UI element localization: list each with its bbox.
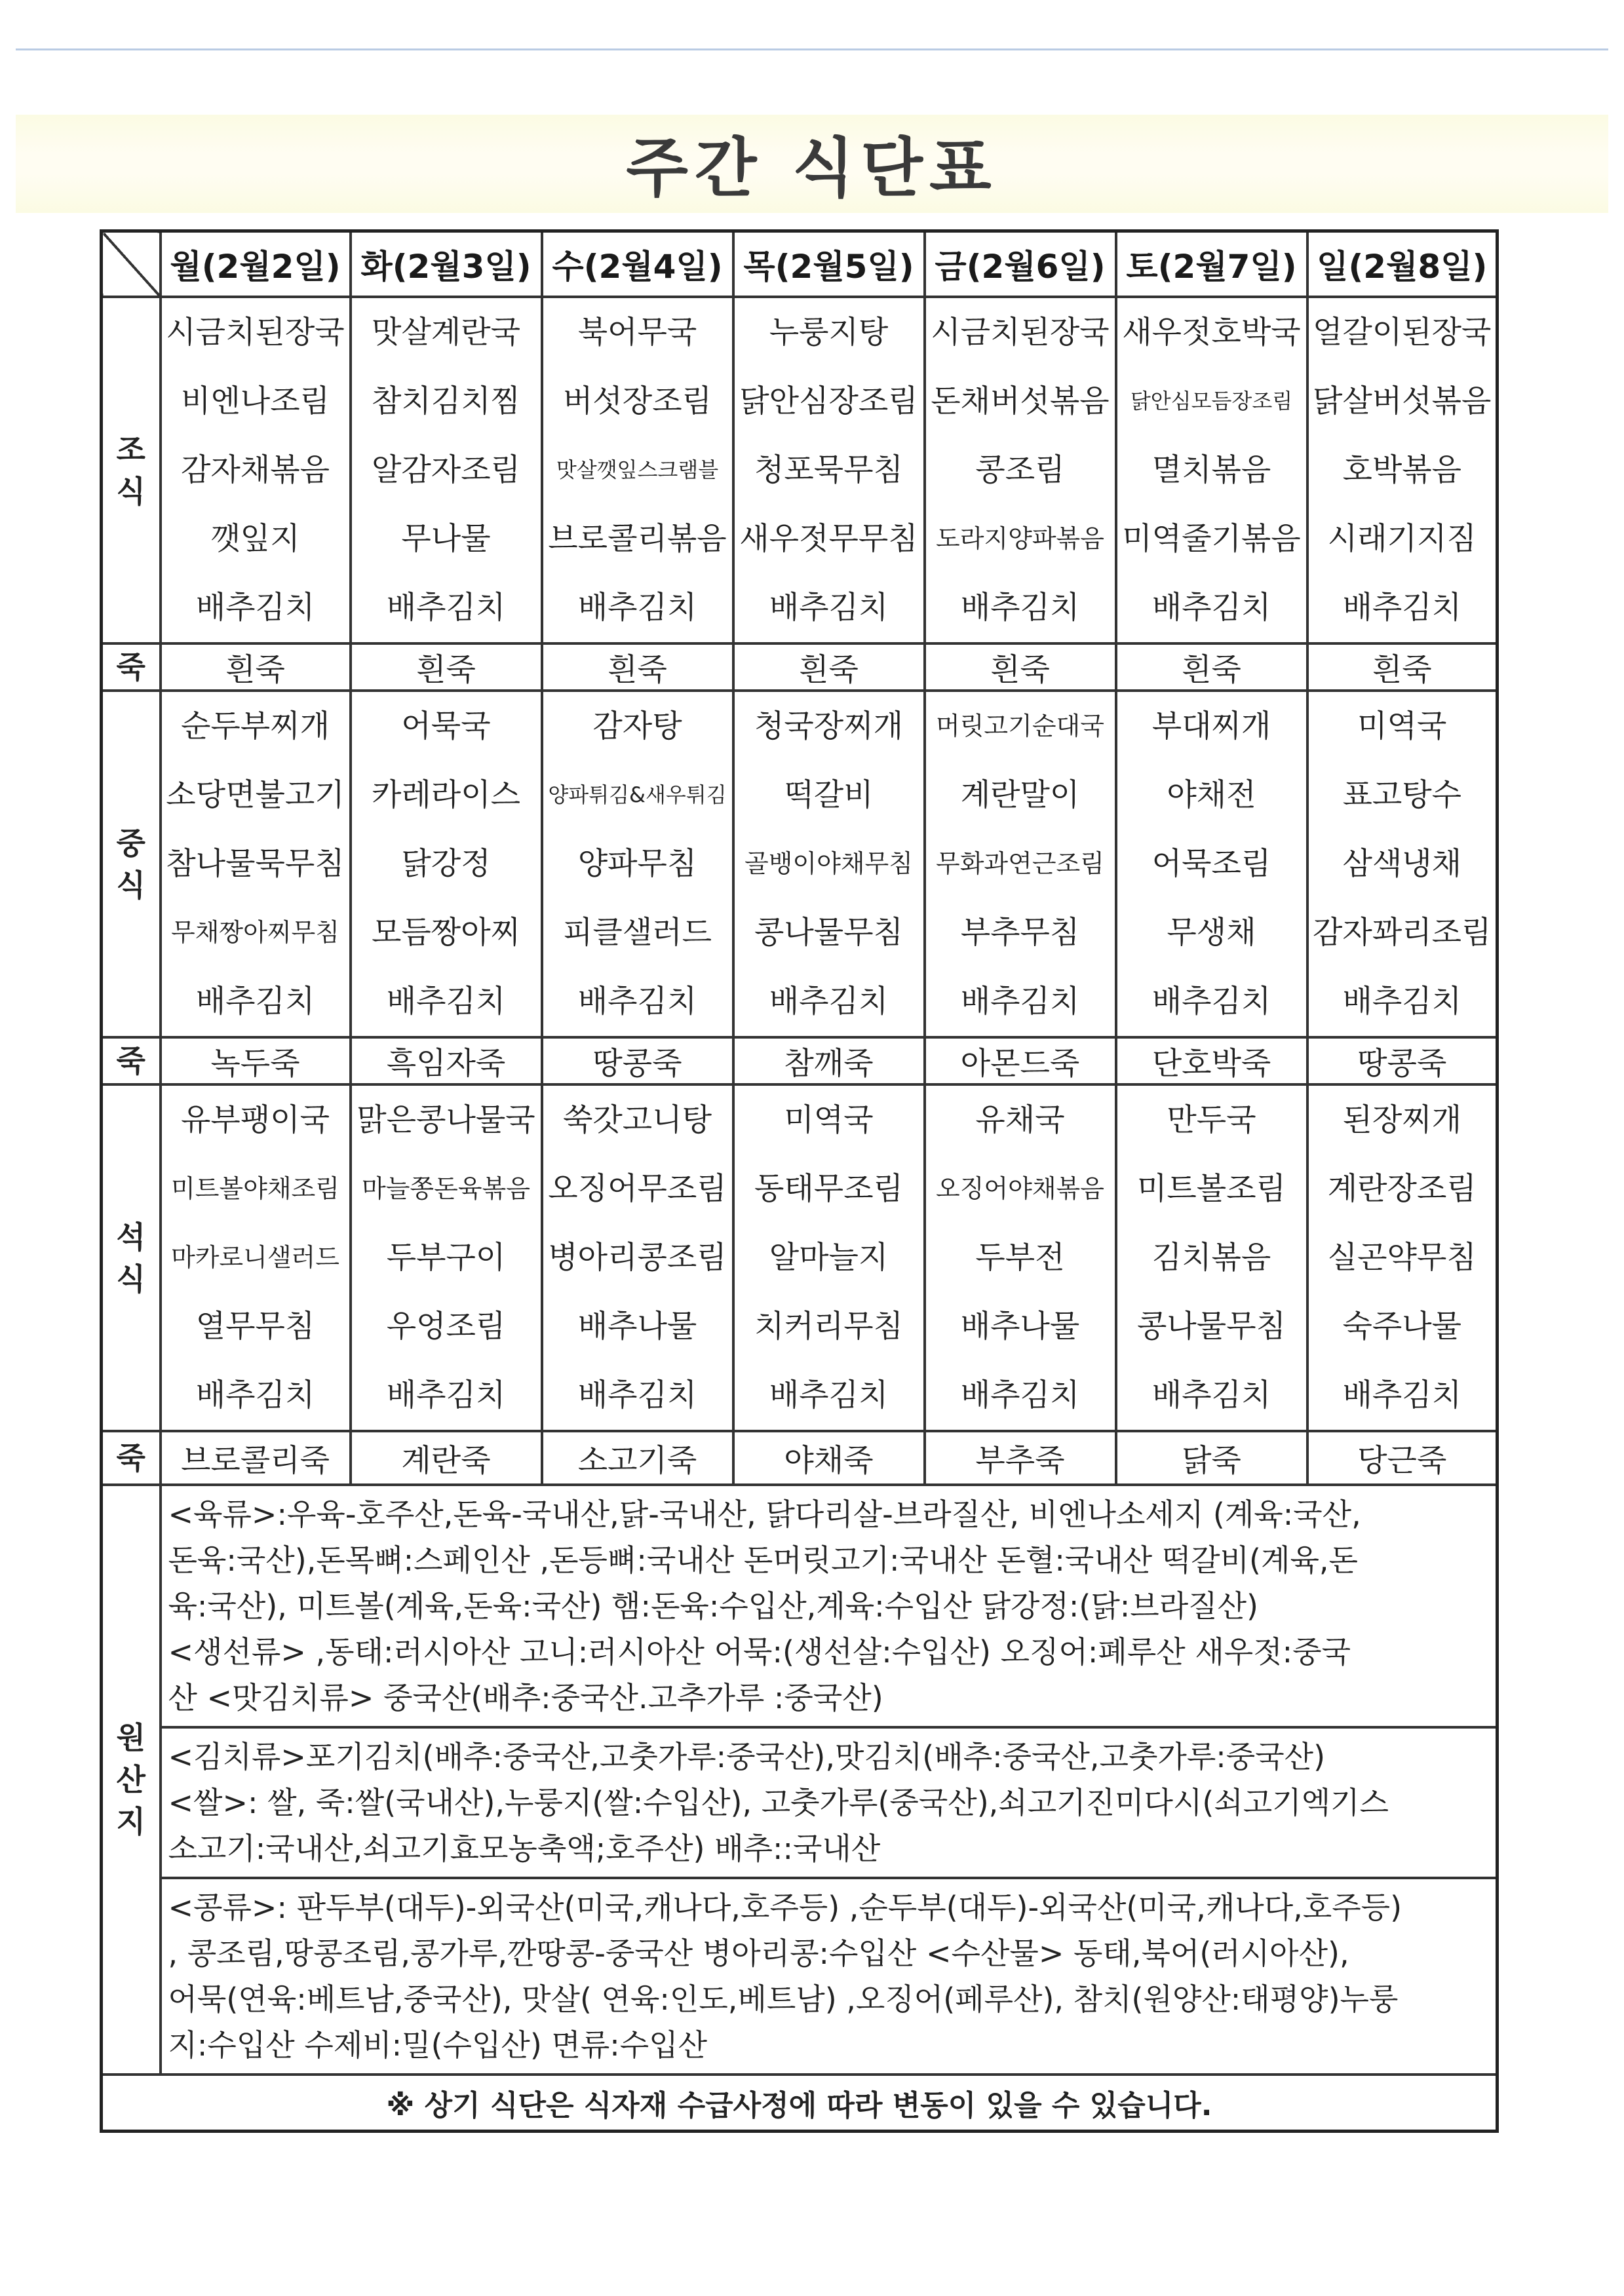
breakfast-day-cell [733,297,925,643]
menu-item: 된장찌개 [1342,1102,1462,1138]
menu-item: 동태무조림 [754,1171,903,1207]
menu-item: 숙주나물 [1342,1309,1462,1345]
menu-item: 치커리무침 [754,1309,903,1345]
lunch-day-cell [161,691,351,1037]
day-header: 월(2월2일) [161,231,351,297]
menu-item: 콩나물무침 [1136,1309,1286,1345]
breakfast-day-cell [351,297,542,643]
breakfast-day-cell [1116,297,1307,643]
header-row [102,231,1498,297]
menu-item: 열무무침 [195,1309,315,1345]
origin-line: 육:국산), 미트볼(계육,돈육:국산) 햄:돈육:수입산,계육:수입산 닭강정:(닭:브라질산) [168,1588,1258,1624]
menu-item: 배추김치 [195,590,315,626]
porridge-item: 계란죽 [351,1431,542,1485]
menu-item: 병아리콩조림 [548,1240,727,1276]
meal-label-char: 식 [116,473,145,509]
day-header: 토(2월7일) [1116,231,1307,297]
origin-line: 어묵(연육:베트남,중국산), 맛살( 연육:인도,베트남) ,오징어(페루산), 참치(원양산:태평양)누룽 [168,1981,1399,2017]
menu-item: 배추김치 [195,984,315,1020]
menu-item: 배추김치 [386,984,506,1020]
breakfast-day-cell [542,297,733,643]
menu-item: 배추김치 [1151,984,1271,1020]
porridge-item: 닭죽 [1116,1431,1307,1485]
porridge-label: 죽 [102,1037,161,1084]
lunch-row [102,691,1498,1037]
menu-item: 배추김치 [769,1377,889,1413]
origin-line: 산 <맛김치류> 중국산(배추:중국산.고추가루 :중국산) [168,1680,883,1715]
top-rule [16,48,1608,50]
origin-row [102,1485,1498,1727]
origin-block3 [161,1878,1498,2075]
menu-item: 호박볶음 [1342,452,1462,488]
porridge-item: 소고기죽 [542,1431,733,1485]
menu-item: 배추김치 [1151,590,1271,626]
porridge-label: 죽 [102,643,161,691]
dinner-day-cell [351,1084,542,1431]
menu-item: 김치볶음 [1151,1240,1271,1276]
menu-item: 표고탕수 [1342,777,1462,813]
menu-item: 배추김치 [195,1377,315,1413]
origin-row [102,1727,1498,1878]
menu-item: 미트볼조림 [1136,1171,1286,1207]
dinner-day-cell [161,1084,351,1431]
menu-item: 소당면불고기 [166,777,345,813]
menu-item: 오징어야채볶음 [936,1174,1104,1203]
meal-label-char: 식 [116,1261,145,1297]
menu-item: 배추김치 [769,984,889,1020]
menu-item: 콩나물무침 [754,915,903,951]
menu-item: 무채짱아찌무침 [171,918,339,947]
porridge-item: 부추죽 [925,1431,1116,1485]
menu-item: 맑은콩나물국 [357,1102,535,1138]
meal-label-char: 산 [116,1762,145,1797]
meal-label-breakfast [102,297,161,643]
menu-item: 알마늘지 [769,1240,889,1276]
dinner-day-cell [542,1084,733,1431]
menu-item: 시금치된장국 [931,315,1110,351]
porridge-item: 야채죽 [733,1431,925,1485]
menu-item: 배추김치 [1342,590,1462,626]
menu-item: 닭안심장조림 [739,383,918,419]
menu-item: 미역국 [784,1102,874,1138]
porridge-item: 땅콩죽 [1307,1037,1498,1084]
meal-label-char: 지 [116,1804,145,1839]
origin-line: <콩류>: 판두부(대두)-외국산(미국,캐나다,호주등) ,순두부(대두)-외국산(미국,캐나다,호주등) [168,1890,1402,1925]
origin-block2 [161,1727,1498,1878]
footer-note: ※ 상기 식단은 식자재 수급사정에 따라 변동이 있을 수 있습니다. [102,2075,1498,2132]
lunch-day-cell [1307,691,1498,1037]
page-title: 주간 식단표 [626,131,998,206]
meal-label-dinner [102,1084,161,1431]
menu-item: 배추나물 [577,1309,697,1345]
menu-item: 새우젓호박국 [1122,315,1301,351]
menu-item: 얼갈이된장국 [1313,315,1492,351]
menu-item: 쑥갓고니탕 [562,1102,712,1138]
menu-item: 비엔나조림 [180,383,330,419]
corner-cell [102,231,161,297]
menu-item: 미역국 [1357,708,1447,744]
breakfast-row [102,297,1498,643]
porridge-item: 참깨죽 [733,1037,925,1084]
menu-item: 무화과연근조림 [936,849,1104,878]
meal-label-char: 조 [116,431,145,467]
menu-item: 북어무국 [577,315,697,351]
menu-item: 청국장찌개 [754,708,903,744]
day-header: 금(2월6일) [925,231,1116,297]
dinner-day-cell [925,1084,1116,1431]
menu-item: 맛살깻잎스크램블 [556,457,719,482]
menu-item: 버섯장조림 [562,383,712,419]
menu-item: 미트볼야채조림 [171,1174,339,1203]
lunch-day-cell [1116,691,1307,1037]
day-header: 수(2월4일) [542,231,733,297]
origin-line: , 콩조림,땅콩조림,콩가루,깐땅콩-중국산 병아리콩:수입산 <수산물> 동태,북어(러시아산), [168,1936,1349,1971]
menu-item: 두부구이 [386,1240,506,1276]
origin-row [102,1878,1498,2075]
menu-item: 콩조림 [975,452,1065,488]
menu-item: 배추김치 [386,590,506,626]
menu-item: 누룽지탕 [769,315,889,351]
menu-item: 배추김치 [960,1377,1080,1413]
menu-item: 두부전 [975,1240,1065,1276]
porridge-item: 아몬드죽 [925,1037,1116,1084]
menu-item: 배추김치 [960,590,1080,626]
meal-label-char: 원 [116,1720,145,1755]
lunch-day-cell [351,691,542,1037]
meal-label-origin [102,1485,161,2075]
menu-item: 부추무침 [960,915,1080,951]
lunch_porridge-row [102,1037,1498,1084]
breakfast-day-cell [925,297,1116,643]
menu-item: 어묵국 [401,708,491,744]
menu-item: 닭안심모듬장조림 [1130,389,1293,413]
porridge-item: 브로콜리죽 [161,1431,351,1485]
lunch-day-cell [542,691,733,1037]
porridge-item: 흰죽 [925,643,1116,691]
menu-item: 계란말이 [960,777,1080,813]
menu-item: 순두부찌개 [180,708,330,744]
menu-item: 배추김치 [960,984,1080,1020]
breakfast-day-cell [161,297,351,643]
menu-item: 감자채볶음 [180,452,330,488]
menu-item: 시래기지짐 [1327,521,1477,557]
meal-label-char: 식 [116,867,145,903]
origin-line: <생선류> ,동태:러시아산 고니:러시아산 어묵:(생선살:수입산) 오징어:폐루산 새우젓:중국 [168,1634,1351,1670]
menu-item: 배추김치 [1151,1377,1271,1413]
menu-item: 감자꽈리조림 [1313,915,1492,951]
menu-item: 참치김치찜 [371,383,520,419]
porridge-item: 흰죽 [351,643,542,691]
menu-item: 알감자조림 [371,452,520,488]
menu-item: 실곤약무침 [1327,1240,1477,1276]
menu-item: 돈채버섯볶음 [931,383,1110,419]
note-row [102,2075,1498,2132]
menu-item: 유채국 [975,1102,1065,1138]
menu-item: 양파무침 [577,846,697,882]
lunch-day-cell [733,691,925,1037]
menu-item: 청포묵무침 [754,452,903,488]
day-header: 일(2월8일) [1307,231,1498,297]
menu-item: 참나물묵무침 [166,846,345,882]
menu-item: 닭강정 [401,846,491,882]
porridge-item: 땅콩죽 [542,1037,733,1084]
menu-item: 카레라이스 [371,777,520,813]
dinner-day-cell [1116,1084,1307,1431]
menu-item: 우엉조림 [386,1309,506,1345]
meal-label-lunch [102,691,161,1037]
menu-item: 삼색냉채 [1342,846,1462,882]
porridge-item: 흰죽 [542,643,733,691]
menu-item: 어묵조림 [1151,846,1271,882]
origin-line: 돈육:국산),돈목뼈:스페인산 ,돈등뼈:국내산 돈머릿고기:국내산 돈혈:국내산 떡갈비(계육,돈 [168,1542,1358,1578]
menu-item: 모듬짱아찌 [371,915,520,951]
meal-label-char: 중 [116,825,145,861]
origin-line: 지:수입산 수제비:밀(수입산) 면류:수입산 [168,2027,708,2063]
menu-item: 배추김치 [577,590,697,626]
origin-line: 소고기:국내산,쇠고기효모농축액;호주산) 배추::국내산 [168,1831,881,1866]
menu-item: 계란장조림 [1327,1171,1477,1207]
porridge-item: 흑임자죽 [351,1037,542,1084]
porridge-label: 죽 [102,1431,161,1485]
menu-item: 깻잎지 [210,521,300,557]
porridge-item: 단호박죽 [1116,1037,1307,1084]
menu-item: 골뱅이야채무침 [744,849,913,878]
weekly-menu-table [100,229,1499,2133]
breakfast_porridge-row [102,643,1498,691]
menu-item: 배추김치 [577,1377,697,1413]
origin-line: <육류>:우육-호주산,돈육-국내산,닭-국내산, 닭다리살-브라질산, 비엔나소세지 (계육:국산, [168,1497,1361,1532]
menu-item: 새우젓무무침 [739,521,918,557]
menu-item: 멸치볶음 [1151,452,1271,488]
menu-item: 배추김치 [386,1377,506,1413]
porridge-item: 당근죽 [1307,1431,1498,1485]
dinner-day-cell [1307,1084,1498,1431]
origin-line: <쌀>: 쌀, 죽:쌀(국내산),누룽지(쌀:수입산), 고춧가루(중국산),쇠고기진미다시(쇠고기엑기스 [168,1785,1389,1820]
porridge-item: 흰죽 [1307,643,1498,691]
menu-item: 배추김치 [769,590,889,626]
menu-item: 양파튀김&새우튀김 [548,782,727,807]
breakfast-day-cell [1307,297,1498,643]
menu-item: 무생채 [1167,915,1256,951]
menu-item: 미역줄기볶음 [1122,521,1301,557]
origin-line: <김치류>포기김치(배추:중국산,고춧가루:중국산),맛김치(배추:중국산,고춧가루:중국산) [168,1739,1326,1774]
menu-item: 배추김치 [577,984,697,1020]
menu-item: 맛살계란국 [371,315,520,351]
menu-item: 배추김치 [1342,984,1462,1020]
menu-item: 부대찌개 [1151,708,1271,744]
porridge-item: 녹두죽 [161,1037,351,1084]
origin-block1 [161,1485,1498,1727]
dinner-day-cell [733,1084,925,1431]
menu-item: 야채전 [1167,777,1256,813]
meal-label-char: 석 [116,1219,145,1255]
menu-item: 배추나물 [960,1309,1080,1345]
menu-item: 유부팽이국 [180,1102,330,1138]
porridge-item: 흰죽 [733,643,925,691]
menu-item: 머릿고기순대국 [936,712,1104,740]
menu-item: 만두국 [1167,1102,1256,1138]
dinner_porridge-row [102,1431,1498,1485]
menu-item: 닭살버섯볶음 [1313,383,1492,419]
menu-item: 마카로니샐러드 [171,1243,339,1272]
menu-item: 브로콜리볶음 [548,521,727,557]
menu-item: 피클샐러드 [562,915,712,951]
porridge-item: 흰죽 [161,643,351,691]
menu-item: 도라지양파볶음 [936,524,1104,553]
menu-item: 배추김치 [1342,1377,1462,1413]
porridge-item: 흰죽 [1116,643,1307,691]
menu-item: 떡갈비 [784,777,874,813]
menu-item: 오징어무조림 [548,1171,727,1207]
menu-item: 무나물 [401,521,491,557]
menu-item: 마늘쫑돈육볶음 [362,1174,530,1203]
day-header: 목(2월5일) [733,231,925,297]
dinner-row [102,1084,1498,1431]
lunch-day-cell [925,691,1116,1037]
menu-item: 감자탕 [592,708,682,744]
menu-item: 시금치된장국 [166,315,345,351]
day-header: 화(2월3일) [351,231,542,297]
